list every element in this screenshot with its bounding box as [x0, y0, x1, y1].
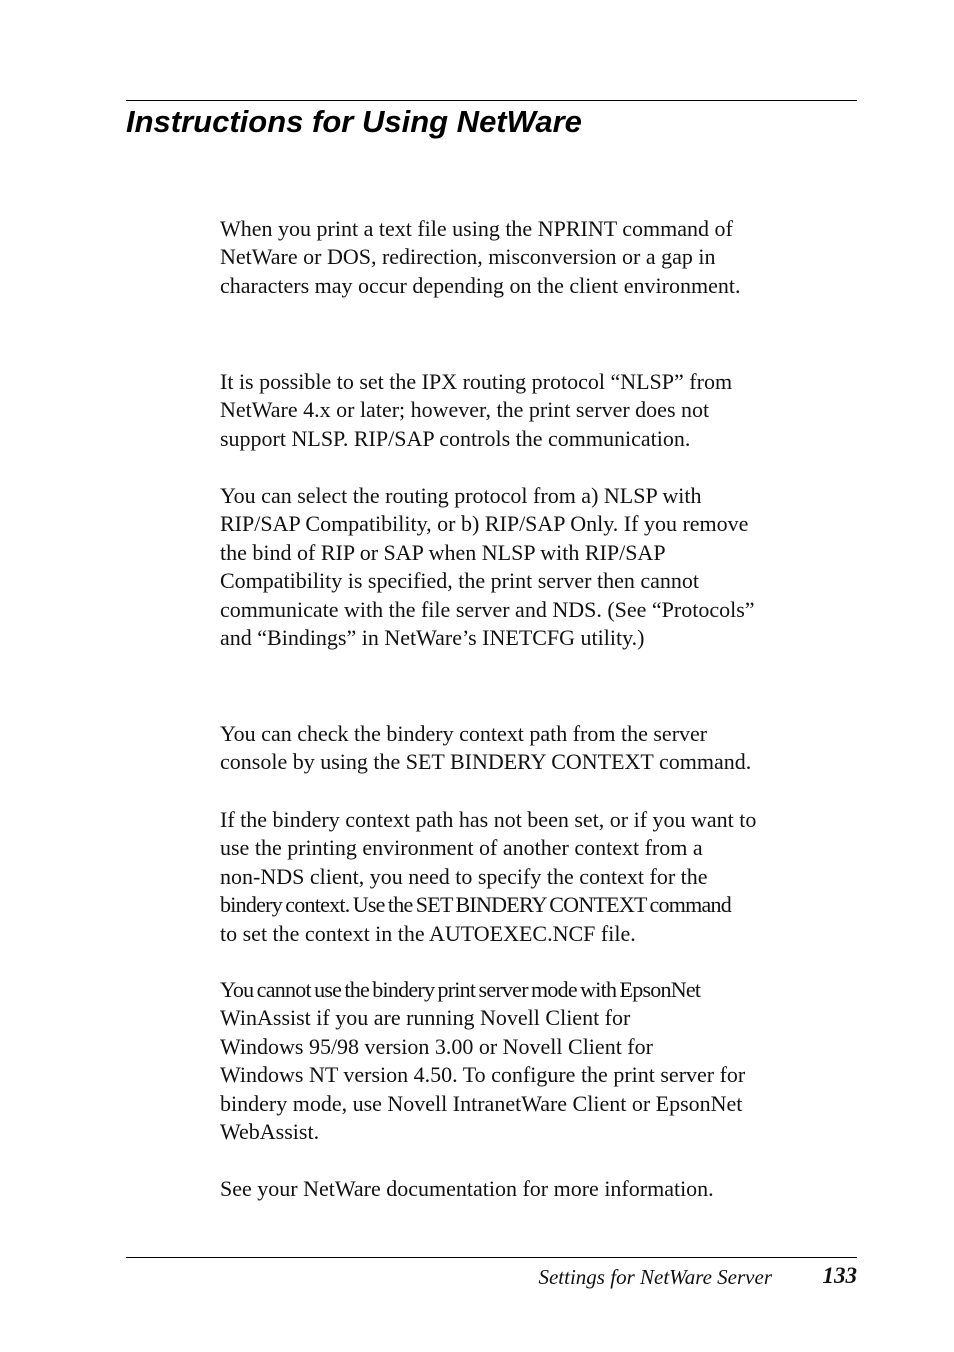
- text-line: You cannot use the bindery print server mode with EpsonNet: [220, 977, 701, 1002]
- text-line: bindery context. Use the SET BINDERY CONTEXT command: [220, 892, 732, 918]
- paragraph-nprint-note: [220, 215, 860, 300]
- text-line: to set the context in the AUTOEXEC.NCF file.: [220, 920, 636, 946]
- page-title: Instructions for Using NetWare: [126, 104, 582, 139]
- paragraph-more-info: [220, 1175, 860, 1203]
- text-line: It is possible to set the IPX routing protocol “NLSP” from: [220, 369, 733, 394]
- header-rule: [126, 100, 857, 101]
- text-line: support NLSP. RIP/SAP controls the communication.: [220, 425, 691, 451]
- text-line: WebAssist.: [220, 1119, 320, 1145]
- paragraph-routing-protocol: [220, 482, 860, 652]
- text-line: and “Bindings” in NetWare’s INETCFG utility.): [220, 625, 645, 651]
- text-line: non-NDS client, you need to specify the context for the: [220, 863, 708, 889]
- footer-section-title: Settings for NetWare Server: [538, 1265, 772, 1289]
- text-line: use the printing environment of another context from a: [220, 835, 703, 861]
- text-line: the bind of RIP or SAP when NLSP with RIP/SAP: [220, 539, 666, 565]
- text-line: Windows 95/98 version 3.00 or Novell Client for: [220, 1033, 653, 1059]
- text-line: RIP/SAP Compatibility, or b) RIP/SAP Only. If you remove: [220, 511, 749, 537]
- text-line: NetWare 4.x or later; however, the print server does not: [220, 397, 710, 423]
- text-line: NetWare or DOS, redirection, misconversion or a gap in: [220, 244, 716, 270]
- text-line: If the bindery context path has not been set, or if you want to: [220, 807, 757, 832]
- text-line: You can select the routing protocol from a) NLSP with: [220, 483, 702, 508]
- footer-rule: [126, 1257, 857, 1258]
- text-line: When you print a text file using the NPRINT command of: [220, 216, 733, 241]
- page-number: 133: [822, 1263, 857, 1288]
- text-line: Compatibility is specified, the print server then cannot: [220, 568, 699, 594]
- text-line: characters may occur depending on the client environment.: [220, 272, 741, 298]
- paragraph-bindery-check: [220, 720, 860, 777]
- paragraph-winassist-note: [220, 976, 860, 1146]
- text-line: See your NetWare documentation for more information.: [220, 1176, 714, 1201]
- paragraph-nlsp-note: [220, 368, 860, 453]
- text-line: Windows NT version 4.50. To configure the print server for: [220, 1062, 746, 1088]
- text-line: You can check the bindery context path from the server: [220, 721, 708, 746]
- text-line: console by using the SET BINDERY CONTEXT command.: [220, 749, 752, 775]
- text-line: WinAssist if you are running Novell Client for: [220, 1005, 631, 1031]
- paragraph-bindery-context: [220, 806, 860, 948]
- text-line: communicate with the file server and NDS. (See “Protocols”: [220, 596, 755, 622]
- text-line: bindery mode, use Novell IntranetWare Client or EpsonNet: [220, 1090, 743, 1116]
